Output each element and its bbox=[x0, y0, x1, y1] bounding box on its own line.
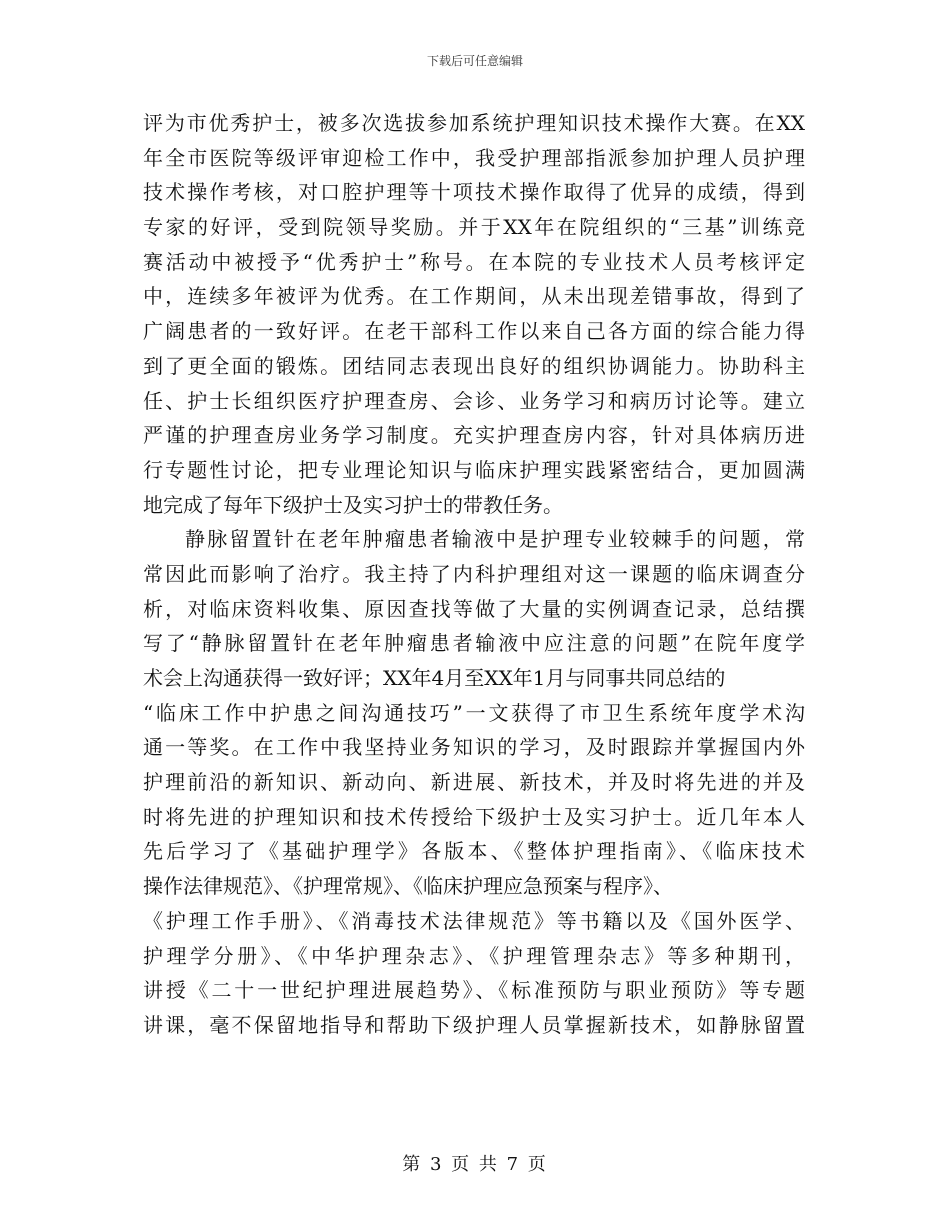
text-line: 评为市优秀护士，被多次选拔参加系统护理知识技术操作大赛。在XX bbox=[143, 111, 805, 135]
text-line: 先后学习了《基础护理学》各版本、《整体护理指南》、《临床技术 bbox=[143, 839, 805, 864]
text-line: 通一等奖。在工作中我坚持业务知识的学习，及时跟踪并掌握国内外 bbox=[143, 735, 805, 760]
text-line: “临床工作中护患之间沟通技巧”一文获得了市卫生系统年度学术沟 bbox=[143, 700, 805, 725]
text-line: 技术操作考核，对口腔护理等十项技术操作取得了优异的成绩，得到 bbox=[143, 180, 805, 205]
text-line: 析，对临床资料收集、原因查找等做了大量的实例调查记录，总结撰 bbox=[143, 596, 805, 621]
text-line: 广阔患者的一致好评。在老干部科工作以来自己各方面的综合能力得 bbox=[143, 319, 805, 344]
text-line: 专家的好评，受到院领导奖励。并于XX年在院组织的“三基”训练竞 bbox=[143, 215, 805, 240]
text-line: 讲授《二十一世纪护理进展趋势》、《标准预防与职业预防》等专题 bbox=[143, 978, 805, 1003]
text-line: 操作法律规范》、《护理常规》、《临床护理应急预案与程序》、 bbox=[143, 874, 673, 899]
text-line: 护理前沿的新知识、新动向、新进展、新技术，并及时将先进的并及 bbox=[143, 770, 805, 795]
text-line: 写了“静脉留置针在老年肿瘤患者输液中应注意的问题”在院年度学 bbox=[143, 631, 805, 656]
text-line: 赛活动中被授予“优秀护士”称号。在本院的专业技术人员考核评定 bbox=[143, 249, 805, 274]
text-line: 严谨的护理查房业务学习制度。充实护理查房内容，针对具体病历进 bbox=[143, 423, 805, 448]
text-line: 行专题性讨论，把专业理论知识与临床护理实践紧密结合，更加圆满 bbox=[143, 457, 805, 482]
text-line: 到了更全面的锻炼。团结同志表现出良好的组织协调能力。协助科主 bbox=[143, 353, 805, 378]
text-line: 地完成了每年下级护士及实习护士的带教任务。 bbox=[143, 492, 563, 517]
text-line: 术会上沟通获得一致好评；XX年4月至XX年1月与同事共同总结的 bbox=[143, 666, 726, 690]
page-number-footer: 第 3 页 共 7 页 bbox=[402, 1154, 548, 1175]
text-line: 时将先进的护理知识和技术传授给下级护士及实习护士。近几年本人 bbox=[143, 804, 805, 829]
text-line: 静脉留置针在老年肿瘤患者输液中是护理专业较棘手的问题，常 bbox=[185, 527, 805, 552]
text-line: 讲课，毫不保留地指导和帮助下级护理人员掌握新技术，如静脉留置 bbox=[143, 1012, 805, 1037]
document-body bbox=[143, 106, 805, 1043]
text-line: 中，连续多年被评为优秀。在工作期间，从未出现差错事故，得到了 bbox=[143, 284, 805, 309]
paragraph-1 bbox=[143, 106, 805, 522]
text-line: 任、护士长组织医疗护理查房、会诊、业务学习和病历讨论等。建立 bbox=[143, 388, 805, 413]
text-line: 常因此而影响了治疗。我主持了内科护理组对这一课题的临床调查分 bbox=[143, 561, 805, 586]
text-line: 《护理工作手册》、《消毒技术法律规范》等书籍以及《国外医学、 bbox=[143, 908, 805, 933]
page-header: 下载后可任意编辑 bbox=[426, 54, 523, 68]
text-line: 年全市医院等级评审迎检工作中，我受护理部指派参加护理人员护理 bbox=[143, 145, 805, 170]
text-line: 护理学分册》、《中华护理杂志》、《护理管理杂志》等多种期刊， bbox=[143, 943, 805, 968]
paragraph-2 bbox=[143, 522, 805, 1042]
